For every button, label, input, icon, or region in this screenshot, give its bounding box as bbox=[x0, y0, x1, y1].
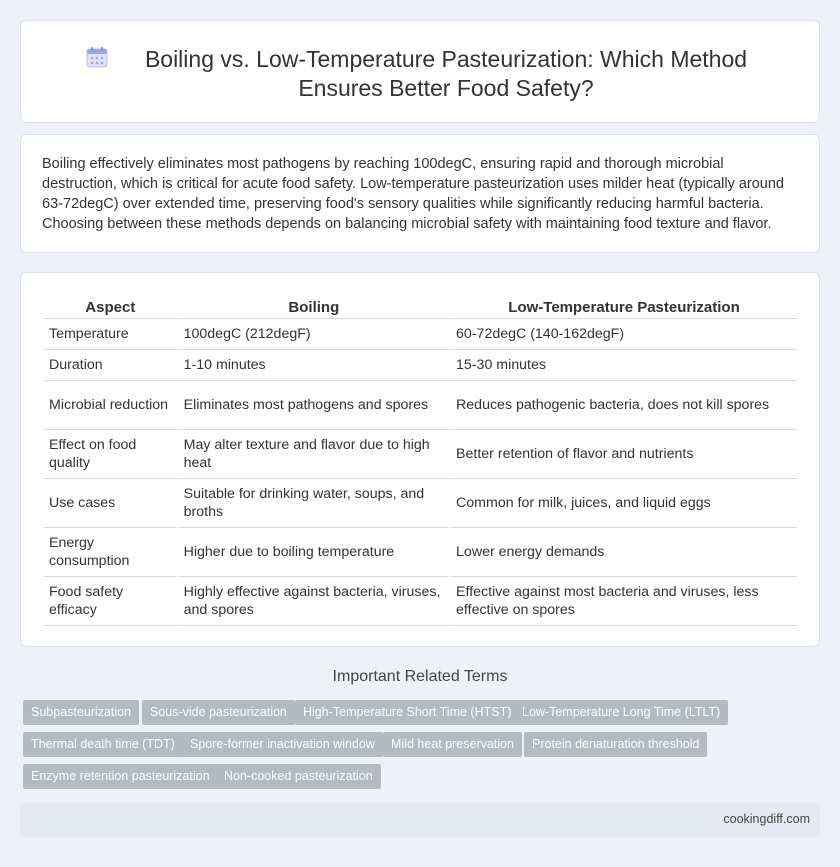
table-row bbox=[44, 381, 797, 430]
table-cell: Reduces pathogenic bacteria, does not kill spores bbox=[451, 381, 797, 430]
table-cell: Duration bbox=[44, 350, 177, 381]
table-cell: Effect on food quality bbox=[44, 430, 177, 479]
table-cell: May alter texture and flavor due to high heat bbox=[179, 430, 449, 479]
table-cell: Better retention of flavor and nutrients bbox=[451, 430, 797, 479]
table-cell: Temperature bbox=[44, 319, 177, 350]
comparison-table bbox=[42, 297, 799, 626]
title-card bbox=[20, 20, 820, 123]
related-term-tag[interactable]: Protein denaturation threshold bbox=[524, 732, 707, 757]
comparison-card bbox=[20, 272, 820, 647]
table-cell: 1-10 minutes bbox=[179, 350, 449, 381]
table-cell: 60-72degC (140-162degF) bbox=[451, 319, 797, 350]
table-cell: Effective against most bacteria and viruses, less effective on spores bbox=[451, 577, 797, 626]
table-cell: Highly effective against bacteria, viruses, and spores bbox=[179, 577, 449, 626]
table-cell: Microbial reduction bbox=[44, 381, 177, 430]
table-cell: Use cases bbox=[44, 479, 177, 528]
intro-paragraph: Boiling effectively eliminates most pathogens by reaching 100degC, ensuring rapid and thorough microbial destruction, which is critical for acute food safety. Low-temperature pasteurization uses milder heat (typically around 63-72degC) over extended time, preserving food's sensory qualities while significantly reducing harmful bacteria. Choosing between these methods depends on balancing microbial safety with maintaining food texture and flavor. bbox=[42, 156, 784, 232]
table-row bbox=[44, 577, 797, 626]
related-term-tag[interactable]: Enzyme retention pasteurization bbox=[23, 764, 218, 789]
related-term-tag[interactable]: Non-cooked pasteurization bbox=[216, 764, 381, 789]
related-term-tag[interactable]: Mild heat preservation bbox=[383, 732, 522, 757]
table-cell: 15-30 minutes bbox=[451, 350, 797, 381]
related-term-tag[interactable]: Low-Temperature Long Time (LTLT) bbox=[514, 700, 728, 725]
table-header-aspect: Aspect bbox=[44, 297, 177, 319]
related-term-tag[interactable]: Sous-vide pasteurization bbox=[142, 700, 295, 725]
table-row bbox=[44, 319, 797, 350]
table-row bbox=[44, 528, 797, 577]
related-term-tag[interactable]: High-Temperature Short Time (HTST) bbox=[295, 700, 519, 725]
table-row bbox=[44, 430, 797, 479]
related-term-tag[interactable]: Thermal death time (TDT) bbox=[23, 732, 183, 757]
page-title: Boiling vs. Low-Temperature Pasteurization: Which Method Ensures Better Food Safety? bbox=[144, 46, 748, 101]
table-cell: Suitable for drinking water, soups, and broths bbox=[179, 479, 449, 528]
table-cell: 100degC (212degF) bbox=[179, 319, 449, 350]
table-header-boiling: Boiling bbox=[179, 297, 449, 319]
table-row bbox=[44, 479, 797, 528]
footer bbox=[20, 803, 820, 837]
footer-site-link[interactable]: cookingdiff.com bbox=[723, 812, 810, 826]
related-term-tag[interactable]: Subpasteurization bbox=[23, 700, 139, 725]
table-row bbox=[44, 350, 797, 381]
table-header-pasteurization: Low-Temperature Pasteurization bbox=[451, 297, 797, 319]
related-term-tag[interactable]: Spore-former inactivation window bbox=[182, 732, 383, 757]
table-cell: Lower energy demands bbox=[451, 528, 797, 577]
table-cell: Eliminates most pathogens and spores bbox=[179, 381, 449, 430]
table-cell: Common for milk, juices, and liquid eggs bbox=[451, 479, 797, 528]
table-cell: Food safety efficacy bbox=[44, 577, 177, 626]
intro-card bbox=[20, 134, 820, 253]
table-cell: Energy consumption bbox=[44, 528, 177, 577]
related-terms-title: Important Related Terms bbox=[332, 668, 508, 685]
table-cell: Higher due to boiling temperature bbox=[179, 528, 449, 577]
